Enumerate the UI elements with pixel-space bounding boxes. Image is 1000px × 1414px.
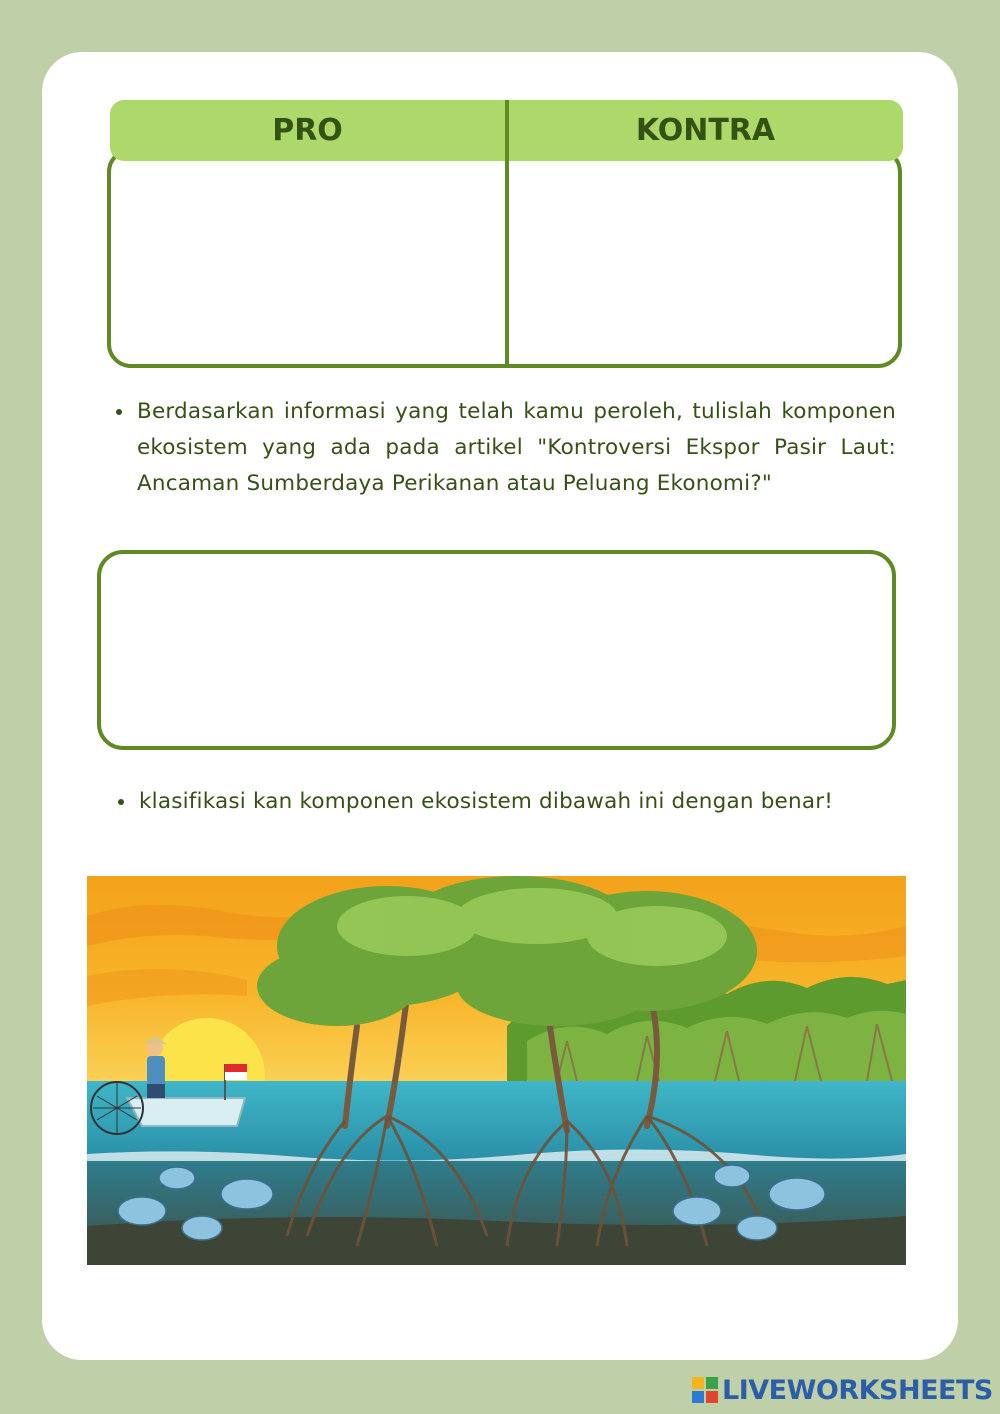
bullet-icon	[116, 409, 122, 415]
bullet-icon	[118, 799, 124, 805]
brand-name: LIVEWORKSHEETS	[722, 1374, 993, 1406]
instruction-ecosystem-components: Berdasarkan informasi yang telah kamu peroleh, tulislah komponen ekosistem yang ada pada artikel "Kontroversi Ekspor Pasir Laut: Ancaman Sumberdaya Perikanan atau Peluang Ekonomi?"	[137, 399, 896, 496]
liveworksheets-logo[interactable]	[692, 1373, 993, 1407]
liveworksheets-mark-icon	[692, 1377, 718, 1403]
ecosystem-components-answer-box[interactable]	[97, 550, 896, 750]
pro-answer-cell[interactable]	[114, 166, 499, 362]
instruction-classify: klasifikasi kan komponen ekosistem dibawah ini dengan benar!	[139, 789, 834, 814]
header-kontra: KONTRA	[635, 113, 776, 148]
kontra-answer-cell[interactable]	[514, 166, 898, 362]
header-pro: PRO	[272, 113, 343, 148]
mangrove-illustration	[87, 876, 906, 1265]
